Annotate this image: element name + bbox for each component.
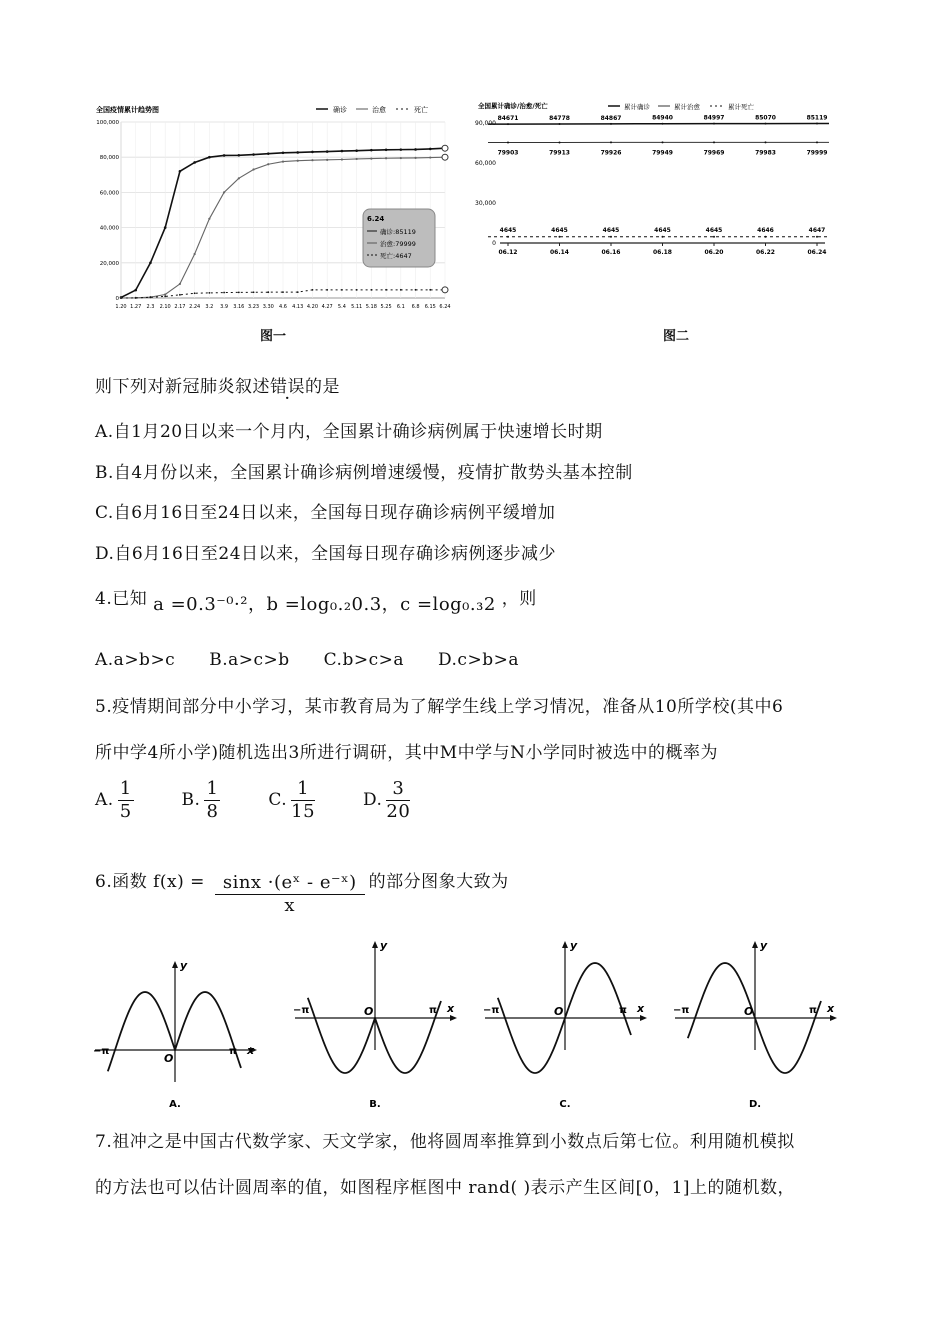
figure-1-caption: 图一 (260, 329, 287, 344)
fig1-legend-cured: 治愈 (372, 106, 386, 114)
q5-option-c: C. $\frac{1}{15}$ (268, 778, 316, 822)
q6-graph-b (293, 939, 457, 1110)
fig1-data-point (164, 226, 167, 229)
fig1-x-tick-label: 2.3 (146, 304, 155, 310)
fig1-legend-confirmed: 确诊 (333, 106, 347, 114)
q3-option-c: C.自6月16日至24日以来，全国每日现存确诊病例平缓增加 (95, 503, 556, 523)
fig1-data-point (326, 150, 329, 153)
fig1-data-point (311, 151, 314, 154)
q6-graph-pi-label: π (229, 1046, 237, 1057)
fig1-x-tick-label: 2.17 (174, 304, 186, 310)
fig1-data-point (223, 191, 225, 193)
fig1-data-point (150, 296, 152, 298)
q6-graph-origin-label: O (364, 1005, 374, 1018)
fig2-data-label: 79983 (755, 149, 776, 157)
fig2-title: 全国累计确诊/治愈/死亡 (478, 102, 548, 110)
q5-option-a: A. $\frac{1}{5}$ (95, 778, 132, 822)
fig2-data-label: 84997 (703, 114, 725, 122)
fig2-data-label: 79999 (806, 149, 828, 157)
fig1-data-point (400, 148, 403, 151)
q5-options (95, 778, 414, 823)
fig2-data-label: 84940 (652, 114, 673, 122)
fig1-data-point (370, 158, 372, 160)
fig2-data-point (816, 123, 818, 125)
fig1-data-point (312, 289, 314, 291)
fig1-endpoint-marker (442, 154, 448, 160)
fig2-data-label: 85119 (806, 114, 828, 122)
q6-graph-x-label: x (247, 1044, 255, 1057)
fig2-data-label: 85070 (755, 114, 776, 122)
fig2-data-label: 4646 (757, 226, 774, 234)
q6-graph-x-label: x (637, 1002, 645, 1015)
fig1-data-point (356, 158, 358, 160)
fig1-x-tick-label: 2.10 (159, 304, 171, 310)
fig2-y-tick-label: 30,000 (475, 200, 496, 207)
figure-2-caption: 图二 (663, 329, 690, 344)
fig2-data-point (507, 236, 509, 238)
q6-graph-options (95, 935, 845, 1115)
fig1-title: 全国疫情累计趋势图 (96, 106, 159, 114)
q6-graph-origin-label: O (744, 1005, 754, 1018)
fig1-data-point (208, 156, 211, 159)
fig2-x-tick-label: 06.24 (807, 249, 827, 256)
figure-2-recent-cumulative-chart (470, 98, 840, 268)
fig2-data-point (507, 123, 509, 125)
fig1-data-point (179, 170, 182, 173)
fig2-data-label: 4645 (499, 226, 517, 234)
fig1-data-point (341, 289, 343, 291)
q6-graph-y-label: y (570, 939, 578, 952)
fig1-annotation-box (363, 209, 435, 267)
fig2-data-point (713, 123, 715, 125)
fig1-data-point (355, 149, 358, 152)
fig2-x-tick-label: 06.14 (550, 249, 569, 256)
fig1-data-point (135, 297, 137, 299)
fig1-data-point (194, 292, 196, 294)
fig1-endpoint-marker (442, 287, 448, 293)
figure-1-cumulative-trend-chart (88, 98, 460, 320)
fig1-data-point (238, 177, 240, 179)
q6-stem (95, 860, 509, 916)
fig2-data-point (765, 236, 767, 238)
fig1-data-point (238, 291, 240, 293)
fig1-annotation-death: 死亡:4647 (380, 252, 412, 260)
fig1-y-tick-label: 80,000 (99, 155, 119, 162)
fig1-data-point (253, 291, 255, 293)
fig1-x-tick-label: 6.1 (396, 304, 405, 310)
q6-graph-origin-label: O (164, 1052, 174, 1065)
q3-stem (95, 372, 340, 397)
fig1-data-point (414, 157, 416, 159)
fig1-data-point (341, 158, 343, 160)
q4-stem (95, 584, 537, 615)
fig1-data-point (282, 291, 284, 293)
q4-math: a =0.3⁻⁰·²，b =log₀.₂0.3，c =log₀.₃2 (153, 594, 496, 615)
fig1-data-point (385, 149, 388, 152)
fig2-data-point (610, 141, 612, 143)
fig1-x-tick-label: 5.11 (351, 304, 363, 310)
fig1-x-tick-label: 4.13 (292, 304, 304, 310)
fig1-data-point (296, 151, 299, 154)
q6-graph-caption: C. (559, 1099, 571, 1110)
fig1-annotation-cured: 治愈:79999 (380, 240, 416, 248)
fig1-data-point (385, 289, 387, 291)
q4-option-d: D.c>b>a (438, 650, 519, 670)
q6-graph-y-label: y (180, 959, 188, 972)
fig1-y-tick-label: 40,000 (99, 225, 119, 232)
fig1-data-point (370, 289, 372, 291)
fig1-x-tick-label: 5.4 (337, 304, 346, 310)
q6-graph-x-label: x (827, 1002, 835, 1015)
q6-function-fraction (215, 872, 365, 917)
fig2-data-point (610, 123, 612, 125)
q3-option-d: D.自6月16日至24日以来，全国每日现存确诊病例逐步减少 (95, 544, 557, 564)
fig1-y-tick-label: 100,000 (96, 120, 119, 126)
fig1-y-tick-label: 20,000 (99, 260, 119, 267)
q3-stem-text: 则下列对新冠肺炎叙述 (95, 377, 270, 397)
fig2-data-point (559, 236, 561, 238)
q6-suffix: 的部分图象大致为 (368, 872, 509, 892)
fig2-data-point (559, 141, 561, 143)
q6-graph-x-arrow (640, 1015, 647, 1021)
q6-graph-c (483, 939, 647, 1110)
fig1-x-tick-label: 4.27 (321, 304, 333, 310)
fig1-data-point (179, 283, 181, 285)
q6-graph-neg-pi-label: −π (93, 1046, 110, 1057)
q6-graph-x-arrow (830, 1015, 837, 1021)
fig1-data-point (297, 291, 299, 293)
fig2-plot-area (488, 115, 829, 238)
fig1-data-point (370, 149, 373, 152)
fig2-data-label: 79926 (600, 149, 622, 157)
fig2-legend (608, 102, 755, 111)
fig2-data-label: 4645 (602, 226, 620, 234)
fig1-x-tick-label: 3.30 (262, 304, 274, 310)
fig1-data-point (179, 294, 181, 296)
q3-option-b: B.自4月份以来，全国累计确诊病例增速缓慢，疫情扩散势头基本控制 (95, 463, 633, 483)
fig1-data-point (297, 160, 299, 162)
fig2-data-label: 79949 (652, 149, 673, 157)
fig2-data-point (559, 123, 561, 125)
q6-graph-a (93, 959, 257, 1110)
fig1-data-point (252, 168, 254, 170)
q6-graph-y-arrow (172, 961, 178, 968)
fig2-y-tick-label: 0 (492, 240, 496, 247)
fig1-x-tick-label: 5.25 (380, 304, 392, 310)
q6-graph-y-label: y (380, 939, 388, 952)
fig2-x-tick-label: 06.18 (653, 249, 672, 256)
fig2-data-point (507, 141, 509, 143)
q6-graph-d (673, 939, 837, 1110)
fig2-data-label: 4647 (808, 226, 826, 234)
fig1-data-point (238, 154, 241, 157)
fig1-x-tick-label: 3.16 (233, 304, 245, 310)
fig1-y-tick-label: 0 (115, 296, 119, 302)
fig1-x-tick-label: 1.20 (115, 304, 127, 310)
q6-graph-caption: D. (748, 1099, 762, 1110)
fig1-data-point (252, 153, 255, 156)
fig1-x-tick-label: 5.18 (365, 304, 377, 310)
fig1-data-point (149, 262, 152, 265)
fig2-x-tick-label: 06.22 (756, 249, 775, 256)
q6-denominator: x (284, 895, 296, 916)
fig1-x-tick-label: 3.23 (247, 304, 260, 310)
fig1-x-tick-label: 6.15 (424, 304, 436, 310)
q6-graph-pi-label: π (429, 1005, 437, 1016)
fig2-data-point (610, 236, 612, 238)
fig2-data-point (713, 141, 715, 143)
fig1-data-point (385, 157, 387, 159)
fig1-data-point (267, 163, 269, 165)
fig1-data-point (400, 157, 402, 159)
fig1-x-tick-label: 4.6 (279, 304, 287, 310)
fig1-data-point (164, 296, 166, 298)
fig1-data-point (164, 293, 166, 295)
fig1-data-point (267, 152, 270, 155)
fig1-data-point (326, 159, 328, 161)
q6-graph-x-label: x (447, 1002, 455, 1015)
fig1-data-point (429, 148, 432, 151)
q6-graph-caption: B. (369, 1099, 381, 1110)
fig1-data-point (414, 148, 417, 151)
fig1-data-point (282, 161, 284, 163)
q3-stem-emphasis: 错误 (270, 377, 305, 397)
q4-option-c: C.b>c>a (323, 650, 404, 670)
fig2-legend-death: 累计死亡 (728, 103, 754, 111)
fig1-data-point (120, 297, 122, 299)
fig1-data-point (282, 152, 285, 155)
fig1-data-point (356, 289, 358, 291)
fig1-y-tick-label: 60,000 (99, 190, 119, 197)
q6-graph-caption: A. (169, 1099, 181, 1110)
fig1-legend-death: 死亡 (414, 106, 428, 114)
fig1-data-point (223, 154, 226, 157)
fig1-x-tick-label: 1.27 (130, 304, 142, 310)
fig2-x-tick-label: 06.16 (601, 249, 621, 256)
fig2-y-axis (475, 120, 826, 256)
q3-stem-end: 的是 (305, 377, 340, 397)
fig2-data-label: 84867 (600, 114, 622, 122)
q4-suffix: ，则 (501, 589, 537, 609)
q5-option-d: D. $\frac{3}{20}$ (362, 778, 411, 822)
q6-graph-x-arrow (450, 1015, 457, 1021)
fig1-annotation-confirmed: 确诊:85119 (380, 228, 416, 236)
q6-graph-neg-pi-label: −π (293, 1005, 310, 1016)
fig2-data-point (662, 141, 664, 143)
fig2-data-label: 4645 (551, 226, 568, 234)
fig1-data-point (194, 253, 196, 255)
q5-option-b: B. $\frac{1}{8}$ (181, 778, 219, 822)
q6-graph-origin-label: O (554, 1005, 564, 1018)
fig1-data-point (311, 159, 313, 161)
q4-option-b: B.a>c>b (209, 650, 290, 670)
fig1-data-point (134, 289, 137, 292)
q5-line-2: 所中学4所小学)随机选出3所进行调研，其中M中学与N小学同时被选中的概率为 (95, 743, 719, 763)
q4-options (95, 650, 553, 670)
fig2-data-label: 79913 (549, 149, 570, 157)
fig2-data-point (816, 236, 818, 238)
fig1-x-tick-label: 3.9 (220, 304, 229, 310)
fig1-x-tick-label: 6.24 (439, 304, 451, 310)
fig2-data-point (662, 123, 664, 125)
q3-option-a: A.自1月20日以来一个月内，全国累计确诊病例属于快速增长时期 (95, 422, 603, 442)
fig2-data-label: 79903 (497, 149, 519, 157)
q7-line-2: 的方法也可以估计圆周率的值，如图程序框图中 rand( )表示产生区间[0，1]上的随机数， (95, 1178, 796, 1198)
fig2-data-point (765, 141, 767, 143)
q5-line-1: 5.疫情期间部分中小学习，某市教育局为了解学生线上学习情况，准备从10所学校(其中6 (95, 697, 784, 717)
q6-graph-y-arrow (372, 941, 378, 948)
fig2-x-tick-label: 06.20 (704, 249, 724, 256)
fig2-series-confirmed-line (488, 124, 829, 125)
q6-prefix: 6.函数 f(x) = (95, 872, 205, 892)
fig2-legend-confirmed: 累计确诊 (624, 103, 650, 111)
fig1-data-point (208, 292, 210, 294)
q6-graph-pi-label: π (809, 1005, 817, 1016)
q6-graph-neg-pi-label: −π (673, 1005, 690, 1016)
fig2-data-point (662, 236, 664, 238)
q4-option-a: A.a>b>c (95, 650, 176, 670)
fig1-data-point (429, 289, 431, 291)
q6-graph-y-arrow (562, 941, 568, 948)
fig1-data-point (193, 161, 196, 164)
fig1-data-point (400, 289, 402, 291)
fig1-x-tick-label: 2.24 (189, 304, 201, 310)
q6-numerator: sinx ·(eˣ - e⁻ˣ) (215, 872, 365, 895)
fig2-data-point (816, 141, 818, 143)
q4-prefix: 4.已知 (95, 589, 148, 609)
fig2-legend-cured: 累计治愈 (674, 103, 700, 111)
fig2-data-label: 4645 (705, 226, 723, 234)
fig2-data-label: 84671 (497, 115, 519, 123)
fig2-x-tick-label: 06.12 (498, 249, 518, 256)
fig2-data-label: 4645 (654, 226, 671, 234)
fig1-endpoint-marker (442, 145, 448, 151)
fig1-data-point (429, 156, 431, 158)
fig1-data-point (223, 292, 225, 294)
fig1-x-tick-label: 4.20 (306, 304, 319, 310)
q6-graph-y-label: y (760, 939, 768, 952)
q6-graph-neg-pi-label: −π (483, 1005, 500, 1016)
fig2-data-label: 79969 (703, 149, 725, 157)
fig1-annotation-date: 6.24 (367, 215, 385, 223)
fig2-data-label: 84778 (549, 114, 570, 122)
fig2-y-tick-label: 60,000 (475, 160, 496, 167)
q6-graph-y-arrow (752, 941, 758, 948)
fig1-data-point (208, 218, 210, 220)
fig1-data-point (267, 291, 269, 293)
fig1-data-point (415, 289, 417, 291)
q6-graph-pi-label: π (619, 1005, 627, 1016)
q6-graph-curve (108, 992, 241, 1071)
fig1-x-tick-label: 3.2 (205, 304, 214, 310)
fig2-y-tick-label: 90,000 (475, 120, 496, 127)
fig2-data-point (713, 236, 715, 238)
fig1-x-tick-label: 6.8 (411, 304, 420, 310)
fig1-data-point (326, 289, 328, 291)
fig2-data-point (765, 123, 767, 125)
fig1-legend (316, 105, 428, 114)
fig1-data-point (341, 150, 344, 153)
q7-line-1: 7.祖冲之是中国古代数学家、天文学家，他将圆周率推算到小数点后第七位。利用随机模拟 (95, 1132, 795, 1152)
